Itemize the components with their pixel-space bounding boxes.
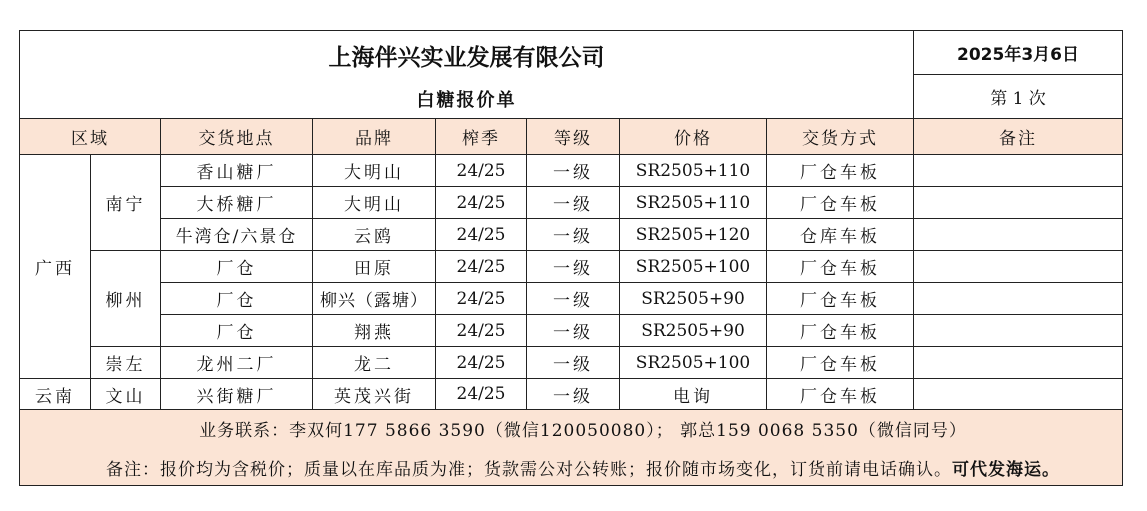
grade-cell: 一级 (527, 187, 620, 219)
season-cell: 24/25 (436, 155, 527, 187)
brand-cell: 英茂兴街 (313, 379, 436, 410)
table-row (20, 315, 1123, 347)
table-row (20, 187, 1123, 219)
quote-table (19, 30, 1123, 486)
note-cell (914, 155, 1123, 187)
location-cell: 兴街糖厂 (161, 379, 313, 410)
brand-cell: 翔燕 (313, 315, 436, 347)
title-block (20, 31, 914, 119)
city-cell: 南宁 (91, 155, 161, 251)
location-cell: 厂仓 (161, 251, 313, 283)
grade-cell: 一级 (527, 155, 620, 187)
column-header-note: 备注 (914, 119, 1123, 155)
price-cell: SR2505+90 (620, 315, 767, 347)
season-cell: 24/25 (436, 283, 527, 315)
table-row (20, 219, 1123, 251)
location-cell: 厂仓 (161, 283, 313, 315)
price-cell: SR2505+90 (620, 283, 767, 315)
column-header-delivery: 交货方式 (767, 119, 914, 155)
document-title: 白糖报价单 (416, 90, 517, 111)
delivery-cell: 厂仓车板 (767, 251, 914, 283)
remarks-text: 备注：报价均为含税价；质量以在库品质为准；货款需公对公转账；报价随市场变化，订货前请电话确认。 (106, 459, 952, 480)
footer-row (20, 410, 1123, 486)
grade-cell: 一级 (527, 283, 620, 315)
footer-cell (20, 410, 1123, 486)
table-row (20, 155, 1123, 187)
header-row (20, 119, 1123, 155)
city-cell: 崇左 (91, 347, 161, 379)
brand-cell: 云鸥 (313, 219, 436, 251)
delivery-cell: 厂仓车板 (767, 155, 914, 187)
note-cell (914, 283, 1123, 315)
season-cell: 24/25 (436, 379, 527, 410)
season-cell: 24/25 (436, 219, 527, 251)
column-header-brand: 品牌 (313, 119, 436, 155)
column-header-price: 价格 (620, 119, 767, 155)
contact-line: 业务联系：李双何177 5866 3590（微信120050080）； 郭总159 0068 5350（微信同号） (199, 420, 967, 441)
remarks-line (20, 455, 1122, 480)
table-row (20, 347, 1123, 379)
price-cell: SR2505+100 (620, 347, 767, 379)
issue-number: 第 1 次 (914, 75, 1123, 119)
table-row (20, 283, 1123, 315)
price-cell: SR2505+100 (620, 251, 767, 283)
delivery-cell: 厂仓车板 (767, 283, 914, 315)
delivery-cell: 厂仓车板 (767, 315, 914, 347)
grade-cell: 一级 (527, 315, 620, 347)
note-cell (914, 315, 1123, 347)
company-name: 上海伴兴实业发展有限公司 (328, 45, 605, 71)
grade-cell: 一级 (527, 251, 620, 283)
city-cell: 文山 (91, 379, 161, 410)
column-header-grade: 等级 (527, 119, 620, 155)
province-cell: 云南 (20, 379, 91, 410)
brand-cell: 龙二 (313, 347, 436, 379)
note-cell (914, 347, 1123, 379)
season-cell: 24/25 (436, 315, 527, 347)
location-cell: 香山糖厂 (161, 155, 313, 187)
grade-cell: 一级 (527, 379, 620, 410)
price-cell: SR2505+110 (620, 187, 767, 219)
table-row (20, 251, 1123, 283)
season-cell: 24/25 (436, 251, 527, 283)
province-cell: 广西 (20, 155, 91, 379)
location-cell: 厂仓 (161, 315, 313, 347)
grade-cell: 一级 (527, 219, 620, 251)
brand-cell: 田原 (313, 251, 436, 283)
price-cell: SR2505+110 (620, 155, 767, 187)
note-cell (914, 187, 1123, 219)
delivery-cell: 厂仓车板 (767, 187, 914, 219)
brand-cell: 大明山 (313, 187, 436, 219)
location-cell: 龙州二厂 (161, 347, 313, 379)
note-cell (914, 251, 1123, 283)
note-cell (914, 219, 1123, 251)
city-cell: 柳州 (91, 251, 161, 347)
column-header-region: 区域 (20, 119, 161, 155)
delivery-cell: 厂仓车板 (767, 379, 914, 410)
column-header-season: 榨季 (436, 119, 527, 155)
table-row (20, 379, 1123, 410)
column-header-location: 交货地点 (161, 119, 313, 155)
brand-cell: 柳兴（露塘） (313, 283, 436, 315)
season-cell: 24/25 (436, 347, 527, 379)
note-cell (914, 379, 1123, 410)
price-cell: SR2505+120 (620, 219, 767, 251)
season-cell: 24/25 (436, 187, 527, 219)
quote-date: 2025年3月6日 (914, 31, 1123, 75)
location-cell: 牛湾仓/六景仓 (161, 219, 313, 251)
grade-cell: 一级 (527, 347, 620, 379)
delivery-cell: 仓库车板 (767, 219, 914, 251)
price-cell: 电询 (620, 379, 767, 410)
remarks-emphasis: 可代发海运。 (952, 459, 1060, 480)
delivery-cell: 厂仓车板 (767, 347, 914, 379)
location-cell: 大桥糖厂 (161, 187, 313, 219)
brand-cell: 大明山 (313, 155, 436, 187)
